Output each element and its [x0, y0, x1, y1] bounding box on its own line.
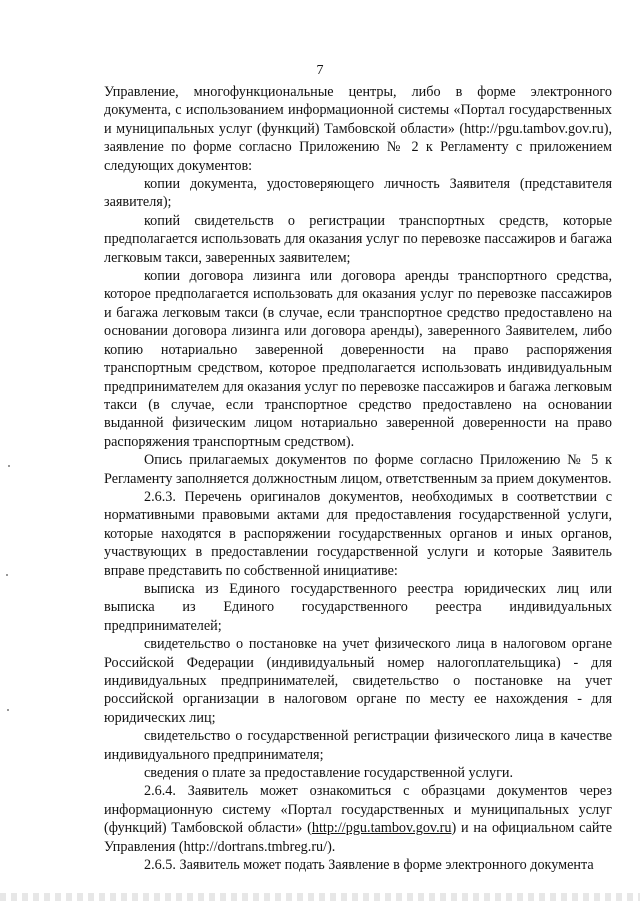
paragraph: Опись прилагаемых документов по форме согласно Приложению № 5 к Регламенту заполняется должностным лицом, ответственным за прием документов. [104, 452, 612, 487]
paragraph: 2.6.3. Перечень оригиналов документов, необходимых в соответствии с нормативными правовыми актами для предоставления государственной услуги, которые находятся в распоряжении государственных органов и иных органов, участвующих в предоставлении государственной услуги и которые Заявитель вправе представить по собственной инициативе: [104, 488, 612, 579]
page-number: 7 [316, 63, 324, 78]
document-body [104, 83, 612, 874]
paragraph-2-6-4 [104, 782, 612, 856]
paragraph: Управление, многофункциональные центры, либо в форме электронного документа, с использованием информационной системы «Портал государственных и муниципальных услуг (функций) Тамбовской области» (http://pgu.tambov.gov.ru), заявление по форме согласно Приложению № 2 к Регламенту с приложением следующих документов: [104, 84, 612, 174]
paragraph: копий свидетельств о регистрации транспортных средств, которые предполагается использовать для оказания услуг по перевозке пассажиров и багажа легковым такси, заверенных заявителем; [104, 212, 612, 266]
scan-bottom-edge [0, 893, 640, 901]
portal-link[interactable]: http://pgu.tambov.gov.ru [311, 820, 452, 837]
paragraph: копии договора лизинга или договора аренды транспортного средства, которое предполагается использовать для оказания услуг по перевозке пассажиров и багажа легковым такси (в случае, если транспортное средство предоставлено на основании договора лизинга или договора аренды), заверенного Заявителем, либо копию нотариально заверенной доверенности на право распоряжения транспортным средством, которое предполагается использовать индивидуальным предпринимателем для оказания услуг по перевозке пассажиров и багажа легковым такси (в случае, если транспортное средство предоставлено на основании выданной физическим лицом нотариально заверенной доверенности на право распоряжения транспортным средством). [104, 268, 612, 450]
paragraph-2-6-4-text-after: ) и на официальном сайте Управления (http://dortrans.tmbreg.ru/). [104, 820, 613, 855]
paragraph-2-6-4-text-before: 2.6.4. Заявитель может ознакомиться с образцами документов через информационную систему «Портал государственных и муниципальных услуг (функций) Тамбовской области» ( [104, 783, 612, 837]
scan-speck [8, 465, 10, 467]
paragraph: копии документа, удостоверяющего личность Заявителя (представителя заявителя); [104, 176, 612, 211]
paragraph: свидетельство о государственной регистрации физического лица в качестве индивидуального предпринимателя; [104, 728, 612, 763]
paragraph: свидетельство о постановке на учет физического лица в налоговом органе Российской Федерации (индивидуальный номер налогоплательщика) - для индивидуальных предпринимателей, свидетельство о постановке на учет российской организации в налоговом органе по месту ее нахождения - для юридических лиц; [104, 636, 612, 726]
scan-speck [7, 709, 9, 711]
paragraph-list [104, 83, 612, 782]
paragraph-2-6-5: 2.6.5. Заявитель может подать Заявление в форме электронного документа [144, 857, 594, 874]
scan-speck [6, 574, 8, 576]
paragraph: сведения о плате за предоставление государственной услуги. [144, 765, 514, 782]
paragraph: выписка из Единого государственного реестра юридических лиц или выписка из Единого государственного реестра индивидуальных предпринимателей; [104, 580, 612, 634]
